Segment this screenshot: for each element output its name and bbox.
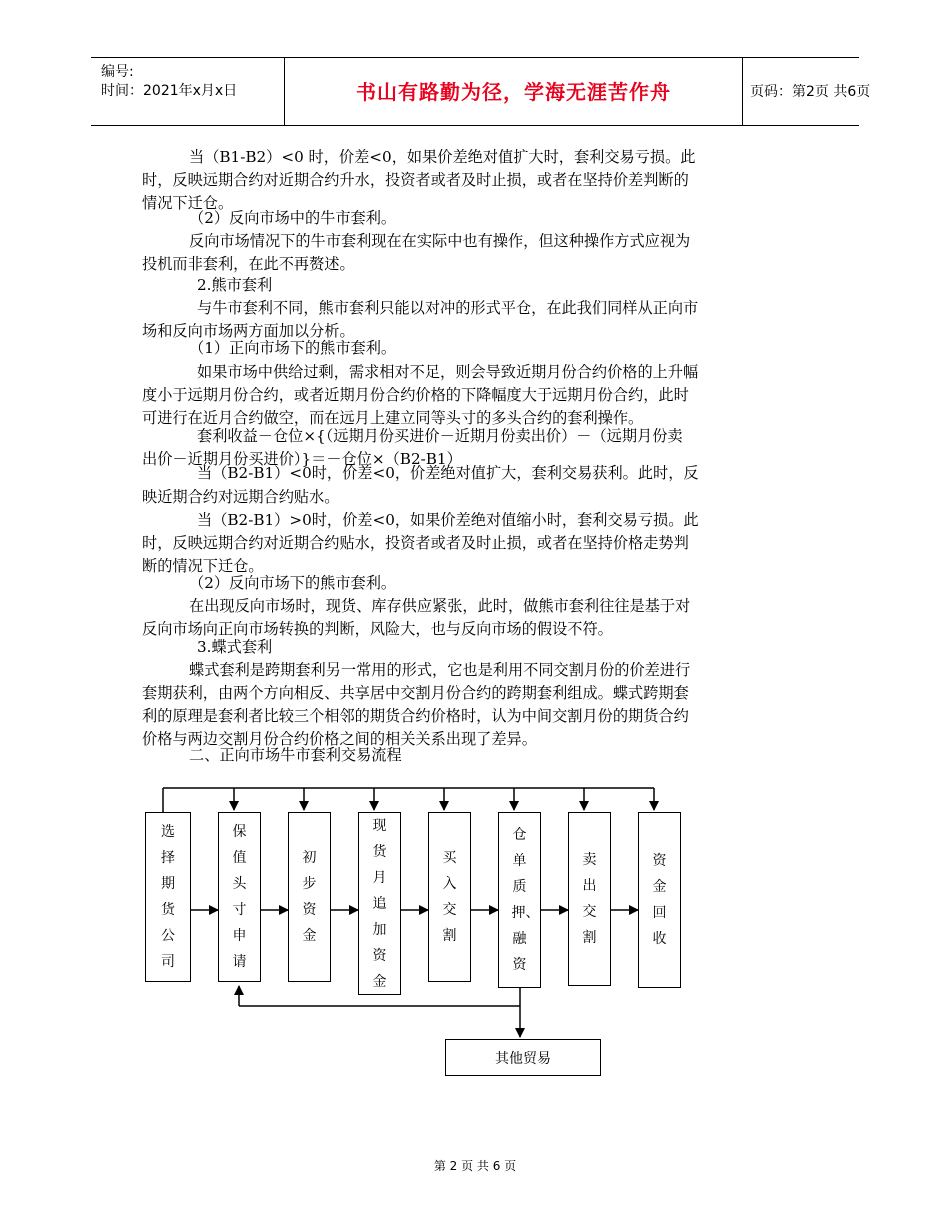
text-line: 在出现反向市场时，现货、库存供应紧张，此时，做熊市套利往往是基于对	[189, 597, 691, 615]
text-line: 时，反映远期合约对近期合约贴水，投资者或者及时止损，或者在坚持价格走势判	[142, 534, 689, 552]
text-line: 度小于远期月份合约，或者近期月份合约价格的下降幅度大于远期月份合约，此时	[142, 386, 689, 404]
flow-step-buy-delivery: 买入交割	[428, 812, 471, 982]
text-line: （2）反向市场中的牛市套利。	[189, 209, 397, 227]
text-line: （1）正向市场下的熊市套利。	[189, 339, 397, 357]
text-line: 时，反映远期合约对近期合约升水，投资者或者及时止损，或者在坚持价差判断的	[142, 171, 689, 189]
section-heading: 二、正向市场牛市套利交易流程	[189, 746, 402, 764]
page-footer: 第 2 页 共 6 页	[433, 1159, 517, 1173]
text-line: 可进行在近月合约做空，而在远月上建立同等头寸的多头合约的套利操作。	[142, 409, 644, 427]
text-line: 情况下迁仓。	[142, 194, 234, 212]
flow-step-other-trade: 其他贸易	[445, 1039, 601, 1076]
text-line: 利的原理是套利者比较三个相邻的期货合约价格时，认为中间交割月份的期货合约	[142, 707, 689, 725]
flow-step-sell-delivery: 卖出交割	[568, 812, 611, 986]
text-line: 与牛市套利不同，熊市套利只能以对冲的形式平仓，在此我们同样从正向市	[197, 299, 699, 317]
flow-step-spot-month-margin: 现货月追加资金	[358, 812, 401, 995]
text-line: 映近期合约对远期合约贴水。	[142, 488, 340, 506]
text-line: 场和反向市场两方面加以分析。	[142, 322, 355, 340]
text-line: 当（B2-B1）<0时，价差<0，价差绝对值扩大，套利交易获利。此时，反	[197, 464, 699, 482]
flow-step-initial-fund: 初步资金	[288, 812, 331, 982]
text-line: 套期获利，由两个方向相反、共享居中交割月份合约的跨期套利组成。蝶式跨期套	[142, 684, 689, 702]
flow-step-hedge-apply: 保值头寸申请	[218, 812, 261, 982]
flow-step-receipt-pledge: 仓单质押、融资	[498, 812, 541, 988]
section-heading: 3.蝶式套利	[197, 638, 273, 656]
text-line: 当（B1-B2）<0 时，价差<0，如果价差绝对值扩大时，套利交易亏损。此	[189, 148, 696, 166]
text-line: 如果市场中供给过剩，需求相对不足，则会导致近期月份合约价格的上升幅	[197, 363, 699, 381]
motto: 书山有路勤为径，学海无涯苦作舟	[356, 80, 671, 104]
section-heading: 2.熊市套利	[197, 276, 273, 294]
page-label: 页码：第2页 共6页	[750, 84, 871, 100]
text-line: 蝶式套利是跨期套利另一常用的形式，它也是利用不同交割月份的价差进行	[189, 661, 691, 679]
text-line: 断的情况下迁仓。	[142, 557, 264, 575]
text-line: 反向市场向正向市场转换的判断，风险大，也与反向市场的假设不符。	[142, 620, 613, 638]
date-label: 时间：2021年x月x日	[101, 83, 238, 99]
number-label: 编号:	[101, 64, 134, 80]
text-line: （2）反向市场下的熊市套利。	[189, 574, 397, 592]
text-line: 价格与两边交割月份合约价格之间的相关关系出现了差异。	[142, 730, 537, 748]
text-line: 反向市场情况下的牛市套利现在在实际中也有操作，但这种操作方式应视为	[189, 232, 691, 250]
flow-step-select-broker: 选择期货公司	[145, 812, 191, 982]
text-line: 当（B2-B1）>0时，价差<0，如果价差绝对值缩小时，套利交易亏损。此	[197, 511, 699, 529]
text-line: 套利收益－仓位×{（远期月份买进价－近期月份卖出价）－（远期月份卖	[197, 427, 683, 445]
text-line: 投机而非套利，在此不再赘述。	[142, 255, 355, 273]
text-line: 出价－近期月份买进价）}＝－仓位×（B2-B1）	[142, 450, 462, 468]
flow-step-fund-recovery: 资金回收	[638, 812, 681, 988]
